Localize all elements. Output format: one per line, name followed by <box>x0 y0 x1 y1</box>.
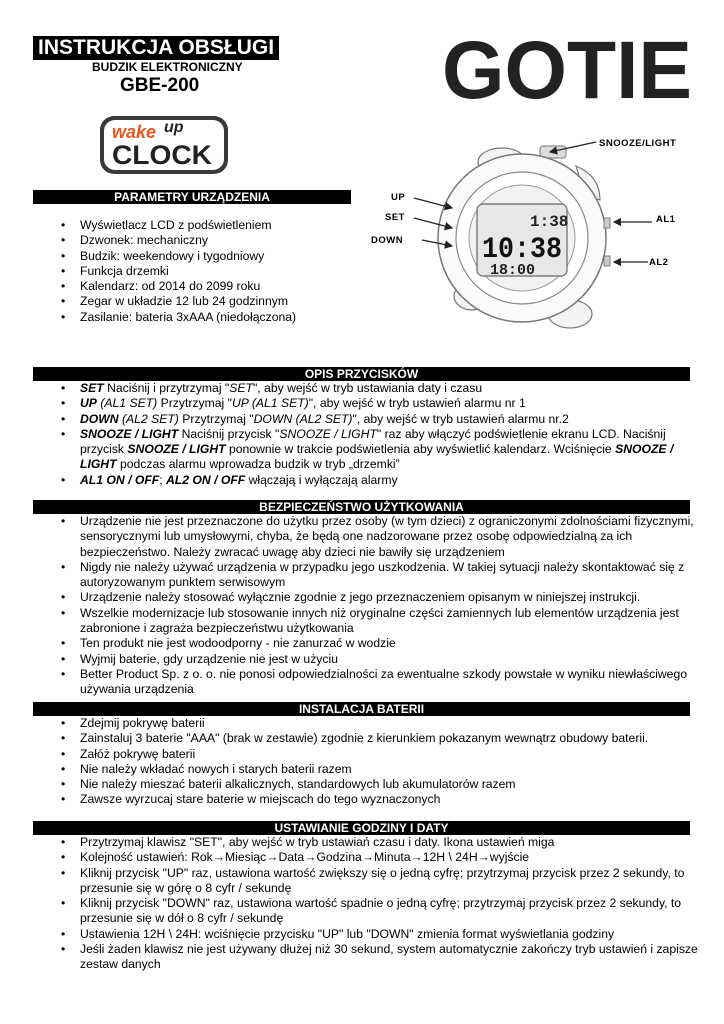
list-item: • Ten produkt nie jest wodoodporny - nie zanurzać w wodzie <box>58 636 698 651</box>
list-item: • Nie należy wkładać nowych i starych baterii razem <box>58 762 698 777</box>
list-item: • Nigdy nie należy używać urządzenia w przypadku jego uszkodzenia. W takiej sytuacji należy skontaktować się z autoryzowanym punktem serwisowym <box>58 560 698 591</box>
list-item: • SNOOZE / LIGHT Naciśnij przycisk "SNOOZE / LIGHT" raz aby włączyć podświetlenie ekranu LCD. Naciśnij przycisk SNOOZE / LIGHT ponownie w trakcie podświetlenia aby wyświetlić kalendarz. Wciśnięcie SNOOZE / LIGHT podczas alarmu wprowadza budzik w tryb „drzemki” <box>58 427 698 473</box>
section-heading-buttons: OPIS PRZYCISKÓW <box>33 367 690 381</box>
list-item: • Załóż pokrywę baterii <box>58 747 698 762</box>
logo-up: up <box>164 119 184 136</box>
model-number: GBE-200 <box>120 75 200 96</box>
list-item: • Urządzenie nie jest przeznaczone do użytku przez osoby (w tym dzieci) z ograniczonymi zdolnościami fizycznymi, sensorycznymi lub umysłowymi, chyba, że będą one nadzorowane przez osobę odpowiedzialną za ich bezpieczeństwo. Należy zwracać uwagę aby dzieci nie bawiły się urządzeniem <box>58 514 698 560</box>
list-item: • Zainstaluj 3 baterie "AAA" (brak w zestawie) zgodnie z kierunkiem pokazanym wewnątrz obudowy baterii. <box>58 731 698 746</box>
list-item: • Nie należy mieszać baterii alkalicznych, standardowych lub akumulatorów razem <box>58 777 698 792</box>
list-item: • Better Product Sp. z o. o. nie ponosi odpowiedzialności za ewentualne szkody powstałe w wyniku niewłaściwego używania urządzenia <box>58 667 698 698</box>
battery-list <box>58 716 698 808</box>
wake-up-clock-logo <box>98 114 230 176</box>
list-item: • Kalendarz: od 2014 do 2099 roku <box>58 279 358 294</box>
list-item: • Zegar w układzie 12 lub 24 godzinnym <box>58 294 358 309</box>
list-item: • Budzik: weekendowy i tygodniowy <box>58 249 358 264</box>
label-set: SET <box>385 212 405 223</box>
label-al1: AL1 <box>656 214 676 225</box>
list-item: • Funkcja drzemki <box>58 264 358 279</box>
label-snooze-light: SNOOZE/LIGHT <box>599 138 677 149</box>
parameters-list <box>58 218 358 325</box>
list-item: • Wyświetlacz LCD z podświetleniem <box>58 218 358 233</box>
list-item: • Ustawienia 12H \ 24H: wciśnięcie przycisku "UP" lub "DOWN" zmienia format wyświetlania godziny <box>58 927 698 942</box>
logo-clock: CLOCK <box>112 140 213 170</box>
lcd-main-readout: 10:38 <box>482 233 562 267</box>
buttons-list <box>58 381 698 488</box>
list-item: • Wszelkie modernizacje lub stosowanie innych niż oryginalne części zamiennych lub elementów urządzenia jest zabronione i zagraża bezpieczeństwu użytkowania <box>58 606 698 637</box>
section-heading-parameters: PARAMETRY URZĄDZENIA <box>33 190 351 204</box>
time-date-list <box>58 835 698 973</box>
brand-text: GOTIE <box>442 32 692 104</box>
logo-wake: wake <box>112 122 157 142</box>
list-item: • UP (AL1 SET) Przytrzymaj "UP (AL1 SET)", aby wejść w tryb ustawień alarmu nr 1 <box>58 396 698 411</box>
list-item: • Zdejmij pokrywę baterii <box>58 716 698 731</box>
list-item: • AL1 ON / OFF; AL2 ON / OFF włączają i wyłączają alarmy <box>58 473 698 488</box>
list-item: • SET Naciśnij i przytrzymaj "SET", aby wejść w tryb ustawiania daty i czasu <box>58 381 698 396</box>
label-up: UP <box>391 192 406 203</box>
lcd-bottom-readout: 18:00 <box>490 262 536 279</box>
list-item: • Zasilanie: bateria 3xAAA (niedołączona) <box>58 310 358 325</box>
list-item: • Kliknij przycisk "UP" raz, ustawiona wartość zwiększy się o jedną cyfrę; przytrzymaj przycisk przez 2 sekundy, to przesunie się w górę o 8 cyfr / sekundę <box>58 866 698 897</box>
list-item: • DOWN (AL2 SET) Przytrzymaj "DOWN (AL2 SET)", aby wejść w tryb ustawień alarmu nr.2 <box>58 412 698 427</box>
section-heading-time-date: USTAWIANIE GODZINY I DATY <box>33 821 690 835</box>
label-al2: AL2 <box>649 257 669 268</box>
clock-diagram <box>380 126 700 351</box>
section-heading-battery: INSTALACJA BATERII <box>33 702 690 716</box>
label-down: DOWN <box>371 235 404 246</box>
safety-list <box>58 514 698 698</box>
document-subtitle: BUDZIK ELEKTRONICZNY <box>92 60 243 74</box>
list-item: • Kliknij przycisk "DOWN" raz, ustawiona wartość spadnie o jedną cyfrę; przytrzymaj przycisk przez 2 sekundy, to przesunie się w dół o 8 cyfr / sekundę <box>58 896 698 927</box>
list-item: • Zawsze wyrzucaj stare baterie w miejscach do tego wyznaczonych <box>58 792 698 807</box>
list-item: • Dzwonek: mechaniczny <box>58 233 358 248</box>
section-heading-safety: BEZPIECZEŃSTWO UŻYTKOWANIA <box>33 500 690 514</box>
list-item: • Urządzenie należy stosować wyłącznie zgodnie z jego przeznaczeniem opisanym w niniejszej instrukcji. <box>58 590 698 605</box>
brand-logo <box>442 32 694 104</box>
list-item: • Przytrzymaj klawisz "SET", aby wejść w tryb ustawiań czasu i daty. Ikona ustawień miga <box>58 835 698 850</box>
list-item: • Jeśli żaden klawisz nie jest używany dłużej niż 30 sekund, system automatycznie zakończy tryb ustawień i zapisze zestaw danych <box>58 942 698 973</box>
document-title: INSTRUKCJA OBSŁUGI <box>33 36 279 60</box>
lcd-top-readout: 1:38 <box>530 213 569 231</box>
list-item: • Kolejność ustawień: Rok→Miesiąc→Data→Godzina→Minuta→12H \ 24H→wyjście <box>58 850 698 865</box>
list-item: • Wyjmij baterie, gdy urządzenie nie jest w użyciu <box>58 652 698 667</box>
